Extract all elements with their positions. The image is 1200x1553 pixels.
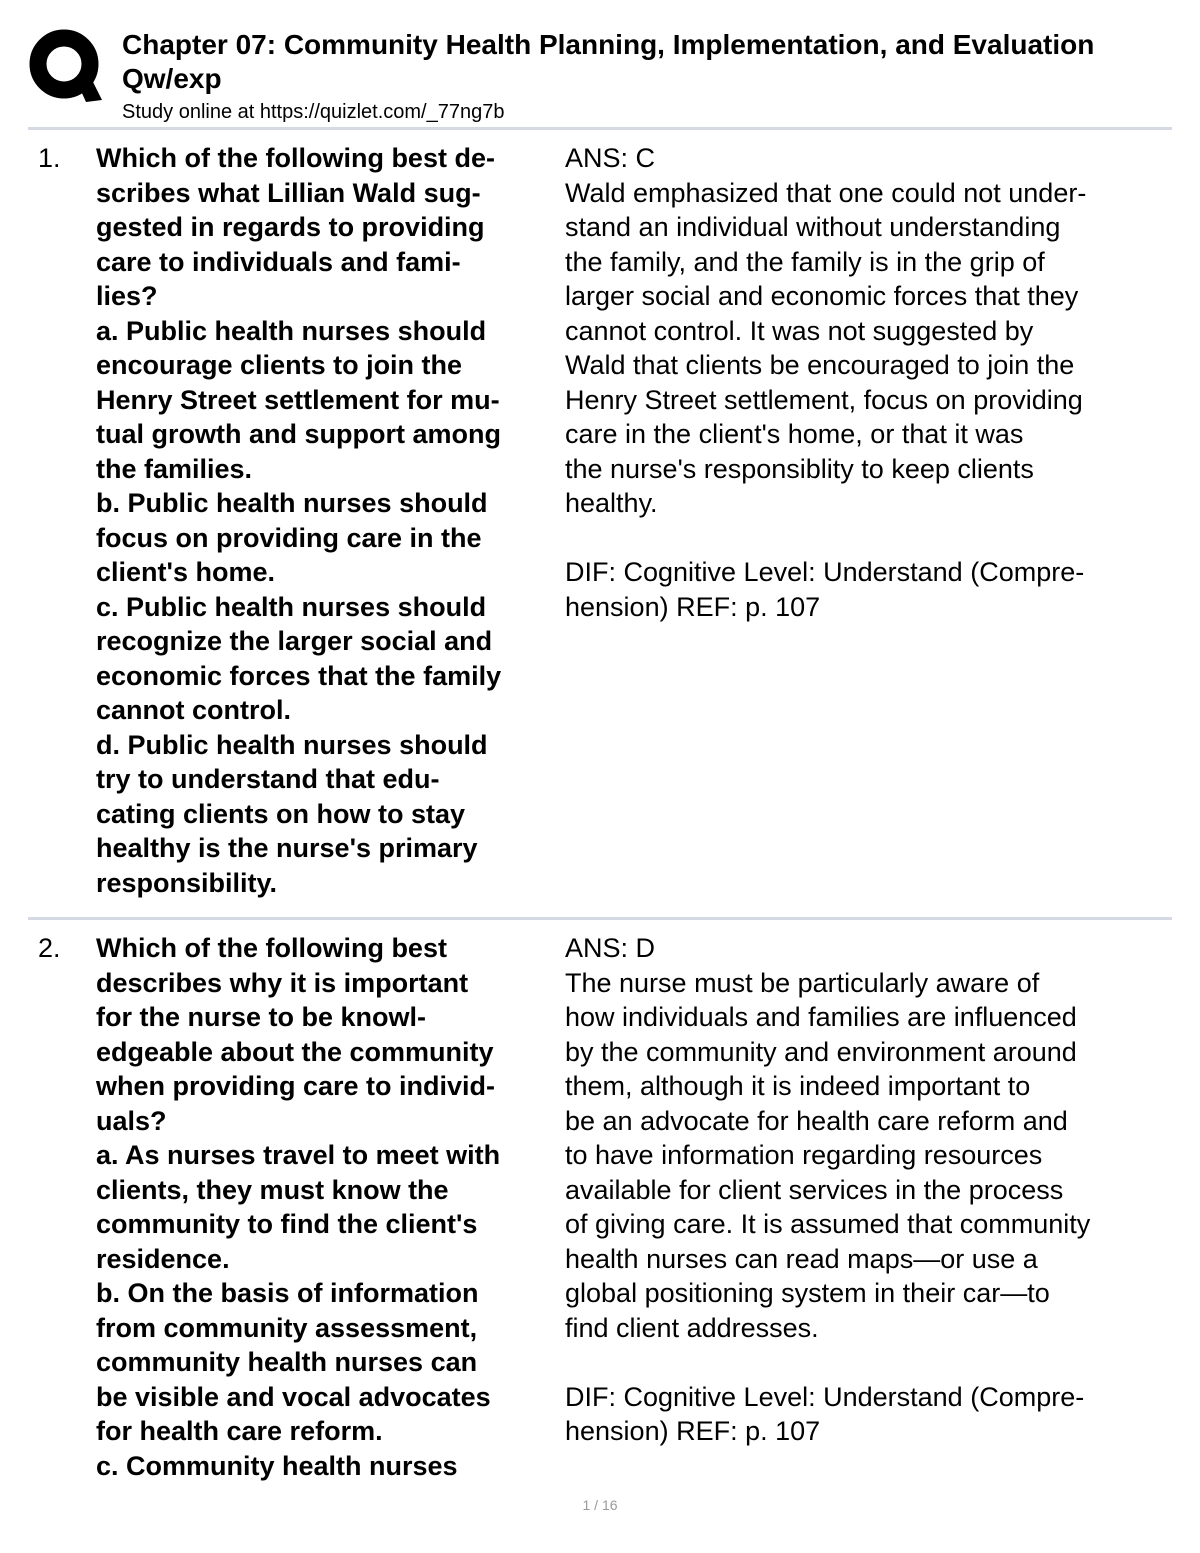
question-text: Which of the following best de- scribes what Lillian Wald sug- gested in regards to providing care to individuals and fami- lies? a. Public health nurses should encourage clients to join the Henry Street settlement for mu- tual growth and support among the families. b. Public health nurses should focus on providing care in the client's home. c. Public health nurses should recognize the larger social and economic forces that the family cannot control. d. Public health nurses should try to understand that edu- cating clients on how to stay healthy is the nurse's primary responsibility.: [96, 143, 502, 898]
quizlet-logo-icon: [28, 26, 104, 106]
card-number: 2.: [38, 933, 61, 963]
title-line-2: Qw/exp: [122, 63, 222, 94]
answer-key: ANS: D: [565, 933, 656, 963]
difficulty-reference: DIF: Cognitive Level: Understand (Compre-: [565, 557, 1085, 587]
page-indicator: 1 / 16: [582, 1497, 618, 1513]
difficulty-reference: DIF: Cognitive Level: Understand (Compre-: [565, 1381, 1085, 1412]
answer-key: ANS: C: [565, 143, 656, 173]
document-title: [122, 28, 1200, 96]
card-number: 1.: [38, 143, 61, 173]
answer-text: ANS: C Wald emphasized that one could not under- stand an individual without understanding the family, and the family is in the grip of larger social and economic forces that they cannot control. It was not suggested by Wald that clients be encouraged to join the Henry Street settlement, focus on providing care in the client's home, or that it was the nurse's responsiblity to keep clients healthy. DIF: Cognitive Level: Understand (Compre- hension) REF: p. 107: [565, 141, 1165, 624]
header-divider: [28, 127, 1172, 130]
study-online-link[interactable]: Study online at https://quizlet.com/_77ng7b: [122, 101, 505, 123]
card-divider: [28, 917, 1172, 920]
answer-text: ANS: D The nurse must be particularly aware of how individuals and families are influenced by the community and environment around them, although it is indeed important to be an advocate for health care reform and to have information regarding resources available for client services in the process of giving care. It is assumed that community health nurses can read maps—or use a global positioning system in their car—to find client addresses. DIF: Cognitive Level: Understand (Compre- hension) REF: p. 107: [565, 931, 1165, 1449]
title-line-1: Chapter 07: Community Health Planning, Implementation, and Evaluation: [122, 29, 1095, 60]
question-text: Which of the following best describes why it is important for the nurse to be knowl- edgeable about the community when providing care to individ- uals? a. As nurses travel to meet with clients, they must know the community to find the client's residence. b. On the basis of information from community assessment, community health nurses can be visible and vocal advocates for health care reform. c. Community health nurses: [96, 933, 501, 1481]
